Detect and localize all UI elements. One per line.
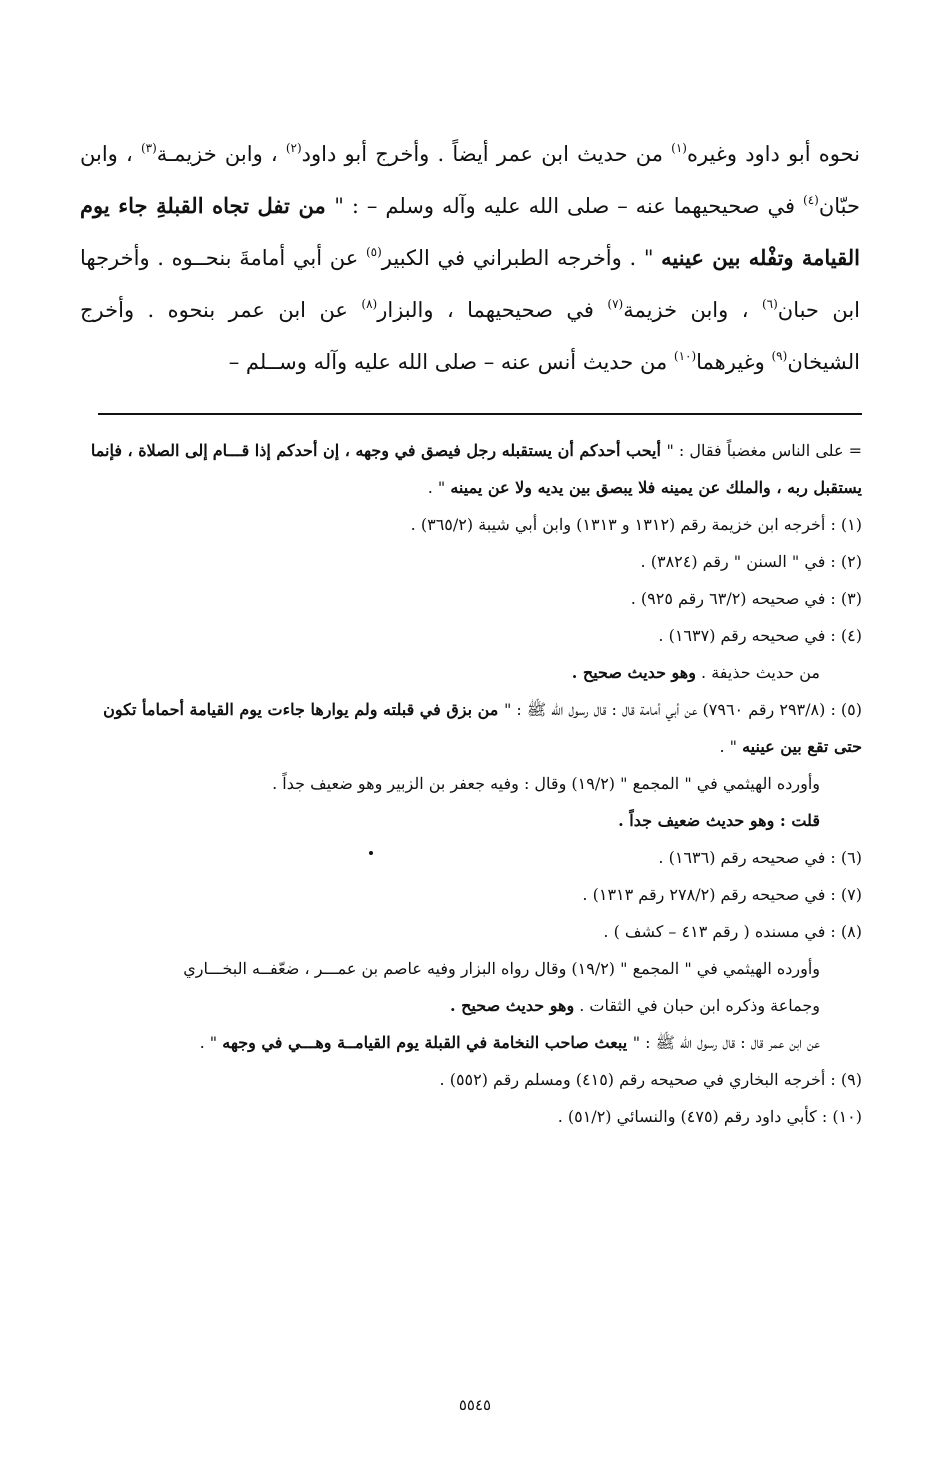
main-text-run: في صحيحيهما عنه – صلى الله عليه وآله وسلم – : " bbox=[334, 194, 804, 218]
stray-dot bbox=[369, 851, 373, 855]
footnote-5 bbox=[90, 691, 862, 765]
footnote-text: = على الناس مغضباً فقال : " bbox=[666, 441, 862, 460]
grading-text: وهو حديث صحيح . bbox=[449, 996, 575, 1015]
footnote-text: " . bbox=[199, 1033, 223, 1052]
footnote-marker: (٩) bbox=[771, 349, 788, 363]
footnote-marker: (٥) bbox=[365, 245, 382, 259]
footnote-1: (١) : أخرجه ابن خزيمة رقم (١٣١٢ و ١٣١٣) وابن أبي شيبة (٣٦٥/٢) . bbox=[410, 515, 862, 534]
footnote-10: (١٠) : كأبي داود رقم (٤٧٥) والنسائي (٥١/٢) . bbox=[557, 1107, 862, 1126]
footnote-8-note: وأورده الهيثمي في " المجمع " (١٩/٢) وقال رواه البزار وفيه عاصم بن عمـــر ، ضعّفــه البخـــاري bbox=[183, 959, 820, 978]
grading-text: وهو حديث صحيح . bbox=[571, 663, 696, 682]
main-text-run: في صحيحيهما ، والبزار bbox=[377, 298, 608, 322]
main-text-run: " . وأخرجه الطبراني في الكبير bbox=[381, 246, 662, 270]
hadith-quote: إلى الصلاة ، فإنما يستقبل ربه ، والملك عن يمينه فلا يبصق بين يديه ولا عن يمينه bbox=[90, 441, 862, 497]
footnote-6: (٦) : في صحيحه رقم (١٦٣٦) . bbox=[658, 848, 862, 867]
footnote-2: (٢) : في " السنن " رقم (٣٨٢٤) . bbox=[640, 552, 862, 571]
footnote-text: وجماعة وذكره ابن حبان في الثقات . bbox=[574, 996, 820, 1015]
main-text-run: وغيرهما bbox=[696, 350, 772, 374]
footnote-8: (٨) : في مسنده ( رقم ٤١٣ – كشف ) . bbox=[603, 922, 862, 941]
hadith-quote: يبعث صاحب النخامة في القبلة يوم القيامــة وهـــي في وجهه bbox=[222, 1033, 633, 1052]
footnote-text: (٥) : (٢٩٣/٨ رقم ٧٩٦٠) عن أبي أمامة قال : قال رسول الله ﷺ : " bbox=[503, 700, 862, 719]
main-text-run: من حديث أنس عنه – صلى الله عليه وآله وســلم – bbox=[228, 350, 674, 374]
footnote-marker: (٨) bbox=[361, 297, 378, 311]
footnote-text: " . bbox=[427, 478, 451, 497]
footnote-separator bbox=[98, 413, 862, 415]
footnote-text: عن ابن عمر قال : قال رسول الله ﷺ : " bbox=[632, 1033, 820, 1052]
footnote-5-grading: قلت : وهو حديث ضعيف جداً . bbox=[618, 811, 820, 830]
footnote-continuation bbox=[90, 432, 862, 506]
main-text-run: نحوه أبو داود وغيره bbox=[686, 142, 860, 166]
footnote-4: (٤) : في صحيحه رقم (١٦٣٧) . bbox=[658, 626, 862, 645]
main-paragraph bbox=[80, 128, 860, 388]
hadith-quote: من تفل تجاه القبلةِ جاء يوم القيامة وتفْله بين عينيه bbox=[80, 193, 860, 270]
footnote-9: (٩) : أخرجه البخاري في صحيحه رقم (٤١٥) ومسلم رقم (٥٥٢) . bbox=[439, 1070, 862, 1089]
footnote-marker: (٧) bbox=[607, 297, 624, 311]
main-text-run: عن ابن عمر بنحوه . وأخرج الشيخان bbox=[80, 298, 860, 374]
footnote-7: (٧) : في صحيحه رقم (٢٧٨/٢ رقم ١٣١٣) . bbox=[582, 885, 862, 904]
main-text bbox=[80, 128, 860, 388]
footnote-marker: (٤) bbox=[803, 193, 819, 207]
footnote-marker: (٢) bbox=[285, 141, 302, 155]
footnote-5-note: وأورده الهيثمي في " المجمع " (١٩/٢) وقال : وفيه جعفر بن الزبير وهو ضعيف جداً . bbox=[272, 774, 820, 793]
hadith-quote: أيحب أحدكم أن يستقبله رجل فيصق في وجهه ، إن أحدكم إذا قـــام bbox=[212, 441, 667, 460]
main-text-run: ، وابن حبّان bbox=[80, 142, 860, 218]
main-text-run: من حديث ابن عمر أيضاً . وأخرج أبو داود bbox=[301, 142, 672, 166]
footnote-text: " . bbox=[719, 737, 743, 756]
footnote-8-hadith bbox=[90, 1024, 862, 1061]
main-text-run: ، وابن خزيمة bbox=[623, 298, 762, 322]
page-number: ٥٥٤٥ bbox=[458, 1396, 492, 1414]
main-text-run: عن أبي أمامةَ بنحــوه . وأخرجها ابن حبان bbox=[80, 246, 861, 322]
footnote-marker: (٣) bbox=[140, 141, 157, 155]
footnote-4-note bbox=[90, 654, 862, 691]
footnote-text: من حديث حذيفة . bbox=[695, 663, 820, 682]
footnote-marker: (١) bbox=[671, 141, 687, 155]
hadith-quote: من بزق في قبلته ولم يوارها جاءت يوم القيامة أحمامأ تكون حتى تقع بين عينيه bbox=[103, 700, 862, 756]
footnote-8-note-2 bbox=[90, 987, 862, 1024]
footnote-marker: (٦) bbox=[761, 297, 778, 311]
footnotes bbox=[90, 432, 862, 1135]
main-text-run: ، وابن خزيمـة bbox=[156, 142, 286, 166]
footnote-3: (٣) : في صحيحه (٦٣/٢ رقم ٩٢٥) . bbox=[630, 589, 862, 608]
footnote-marker: (١٠) bbox=[673, 349, 697, 363]
